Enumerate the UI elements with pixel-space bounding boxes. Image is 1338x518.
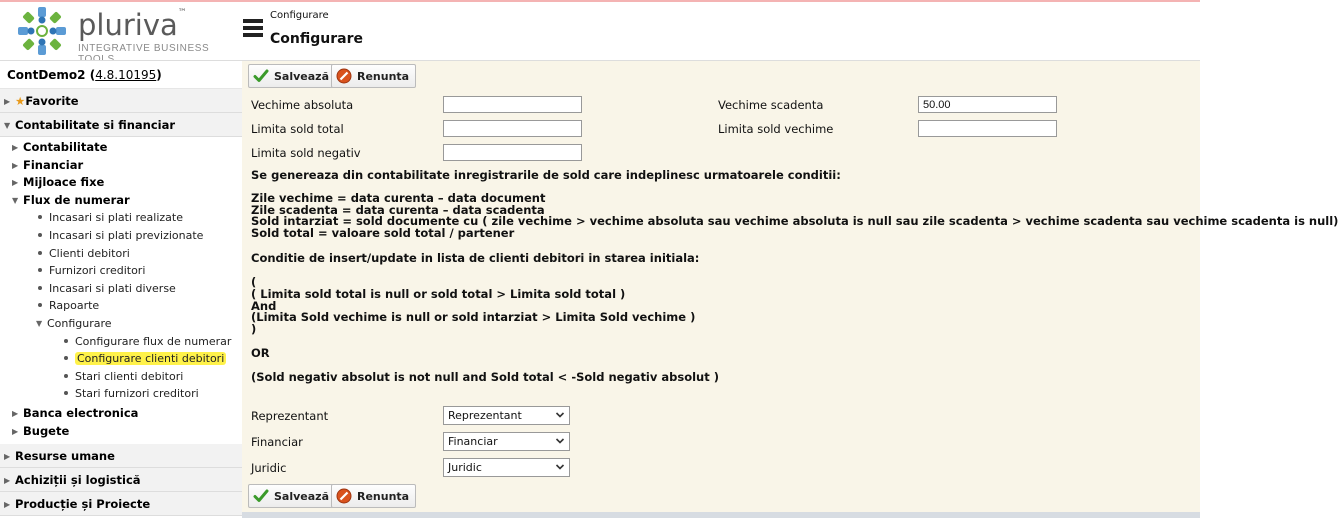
save-label: Salvează: [274, 489, 329, 503]
juridic-label: Juridic: [251, 461, 287, 475]
description-line: Sold intarziat = sold documente cu ( zile vechime > vechime absoluta sau vechime absoluta is null sau zile scadenta > vechime scadenta sau vechime scadenta is null): [251, 214, 1338, 228]
triangle-right-icon: ▶: [4, 500, 11, 510]
triangle-right-icon: ▶: [12, 143, 19, 152]
bullet-icon: [38, 215, 42, 219]
select-value: Reprezentant: [448, 409, 522, 422]
triangle-right-icon: ▶: [12, 160, 19, 170]
condition-line: And: [251, 299, 277, 313]
description-line: Sold total = valoare sold total / partener: [251, 226, 515, 240]
horizontal-scrollbar[interactable]: [242, 512, 1200, 518]
bullet-icon: [38, 251, 42, 255]
bullet-icon: [38, 303, 42, 307]
condition-line: ): [251, 322, 257, 336]
bullet-icon: [64, 356, 68, 360]
limita-sold-total-input[interactable]: [443, 120, 582, 137]
item-label: Incasari si plati realizate: [49, 211, 183, 225]
item-label: Bugete: [23, 423, 70, 438]
sidebar-item-incasari-plati-realizate[interactable]: [0, 209, 242, 227]
juridic-select[interactable]: [443, 458, 570, 477]
select-value: Juridic: [448, 461, 482, 474]
pluriva-logo[interactable]: [14, 4, 244, 58]
app-header: [0, 0, 1200, 60]
cancel-label: Renunta: [357, 489, 410, 503]
check-icon: [253, 68, 269, 84]
bullet-icon: [64, 374, 68, 378]
triangle-right-icon: ▶: [4, 476, 11, 486]
financiar-label: Financiar: [251, 435, 303, 449]
item-label-selected: Configurare clienti debitori: [77, 352, 225, 366]
sidebar-group-productie[interactable]: [0, 492, 242, 516]
cancel-label: Renunta: [357, 69, 410, 83]
item-label: Flux de numerar: [23, 192, 130, 207]
reprezentant-select[interactable]: [443, 406, 570, 425]
select-value: Financiar: [448, 435, 498, 448]
sidebar-group-achizitii[interactable]: [0, 468, 242, 492]
sidebar-item-mijloace-fixe[interactable]: [0, 174, 242, 192]
triangle-down-icon: ▼: [36, 318, 43, 328]
bullet-icon: [64, 339, 68, 343]
app-name: ContDemo2 (: [7, 68, 96, 82]
condition-or: OR: [251, 346, 270, 360]
item-label: Banca electronica: [23, 405, 139, 420]
app-info: [0, 61, 242, 89]
vechime-scadenta-input[interactable]: [918, 96, 1057, 113]
sidebar-item-stari-clienti-debitori[interactable]: [0, 368, 242, 386]
group-label: Contabilitate si financiar: [15, 118, 176, 132]
item-label: Contabilitate: [23, 140, 108, 154]
item-label: Rapoarte: [49, 299, 100, 313]
hamburger-icon[interactable]: [243, 19, 263, 39]
limita-sold-vechime-input[interactable]: [918, 120, 1057, 137]
condition-negative: (Sold negativ absolut is not null and Sold total < -Sold negativ absolut ): [251, 370, 720, 384]
sidebar-item-configurare[interactable]: [0, 315, 242, 333]
triangle-right-icon: ▶: [12, 408, 19, 418]
sidebar-item-clienti-debitori[interactable]: [0, 245, 242, 263]
limita-sold-total-label: Limita sold total: [251, 122, 344, 136]
group-label: Achiziții și logistică: [15, 473, 141, 488]
item-label: Configurare flux de numerar: [75, 334, 232, 348]
item-label: Incasari si plati diverse: [49, 281, 176, 295]
sidebar-item-flux-de-numerar[interactable]: [0, 192, 242, 210]
sidebar-item-furnizori-creditori[interactable]: [0, 262, 242, 280]
accounting-tree: [0, 137, 242, 440]
description-line: Zile vechime = data curenta – data document: [251, 191, 546, 205]
sidebar-group-favorite[interactable]: [0, 89, 242, 113]
page-title: Configurare: [270, 31, 363, 47]
item-label: Incasari si plati previzionate: [49, 228, 204, 242]
item-label: Financiar: [23, 157, 84, 172]
cancel-icon: [336, 488, 352, 504]
triangle-right-icon: ▶: [12, 178, 19, 188]
triangle-down-icon: ▼: [4, 121, 11, 130]
sidebar-item-stari-furnizori-creditori[interactable]: [0, 385, 242, 403]
triangle-right-icon: ▶: [12, 426, 19, 436]
logo-tagline: INTEGRATIVE BUSINESS: [78, 43, 210, 54]
sidebar-item-rapoarte[interactable]: [0, 297, 242, 315]
chevron-down-icon: [555, 462, 565, 472]
check-icon: [253, 488, 269, 504]
condition-line: ( Limita sold total is null or sold total > Limita sold total ): [251, 287, 626, 301]
save-button-bottom[interactable]: [248, 484, 336, 508]
item-label: Stari furnizori creditori: [75, 387, 199, 401]
sidebar-item-configurare-clienti-debitori[interactable]: [0, 350, 242, 368]
sidebar-group-resurse-umane[interactable]: [0, 444, 242, 468]
chevron-down-icon: [555, 436, 565, 446]
group-label: Favorite: [25, 94, 79, 108]
star-icon: ★: [15, 94, 26, 108]
reprezentant-label: Reprezentant: [251, 409, 329, 423]
save-label: Salvează: [274, 69, 329, 83]
breadcrumb[interactable]: Configurare: [270, 10, 329, 21]
logo-wordmark: pluriva™: [78, 8, 187, 42]
save-button[interactable]: [248, 64, 336, 88]
item-label: Mijloace fixe: [23, 175, 105, 190]
bullet-icon: [38, 286, 42, 290]
bullet-icon: [64, 391, 68, 395]
triangle-right-icon: ▶: [4, 97, 11, 106]
cancel-button-bottom[interactable]: [331, 484, 416, 508]
sidebar-item-incasari-plati-previzionate[interactable]: [0, 227, 242, 245]
group-label: Resurse umane: [15, 449, 115, 464]
chevron-down-icon: [555, 410, 565, 420]
description-line: Zile scadenta = data curenta – data scadenta: [251, 203, 545, 217]
item-label: Furnizori creditori: [49, 264, 146, 278]
triangle-right-icon: ▶: [4, 452, 11, 462]
triangle-down-icon: ▼: [12, 195, 19, 205]
app-version-link[interactable]: 4.8.10195: [95, 68, 157, 82]
vechime-scadenta-label: Vechime scadenta: [718, 98, 824, 112]
main-content: [242, 60, 1338, 518]
bullet-icon: [38, 268, 42, 272]
bullet-icon: [38, 233, 42, 237]
item-label: Clienti debitori: [49, 246, 130, 260]
financiar-select[interactable]: [443, 432, 570, 451]
condition-line: (Limita Sold vechime is null or sold intarziat > Limita Sold vechime ): [251, 310, 696, 324]
limita-sold-negativ-input[interactable]: [443, 144, 582, 161]
sidebar: [0, 60, 242, 518]
description-intro: Se genereaza din contabilitate inregistrarile de sold care indeplinesc urmatoarele conditii:: [251, 168, 841, 182]
sidebar-item-bugete[interactable]: [0, 423, 242, 441]
item-label: Stari clienti debitori: [75, 369, 184, 383]
sidebar-item-incasari-plati-diverse[interactable]: [0, 280, 242, 298]
sidebar-item-contabilitate[interactable]: [0, 139, 242, 157]
sidebar-item-banca-electronica[interactable]: [0, 405, 242, 423]
pluriva-logo-icon: [14, 4, 70, 58]
condition-title: Conditie de insert/update in lista de clienti debitori in starea initiala:: [251, 251, 700, 265]
group-label: Producție și Proiecte: [15, 497, 151, 512]
sidebar-item-configurare-flux[interactable]: [0, 333, 242, 351]
app-name-suffix: ): [156, 68, 162, 82]
item-label: Configurare: [47, 316, 112, 330]
limita-sold-negativ-label: Limita sold negativ: [251, 146, 361, 160]
vechime-absoluta-input[interactable]: [443, 96, 582, 113]
cancel-button[interactable]: [331, 64, 416, 88]
sidebar-group-accounting[interactable]: [0, 113, 242, 137]
condition-line: (: [251, 275, 257, 289]
sidebar-item-financiar[interactable]: [0, 157, 242, 175]
limita-sold-vechime-label: Limita sold vechime: [718, 122, 834, 136]
vechime-absoluta-label: Vechime absoluta: [251, 98, 354, 112]
cancel-icon: [336, 68, 352, 84]
